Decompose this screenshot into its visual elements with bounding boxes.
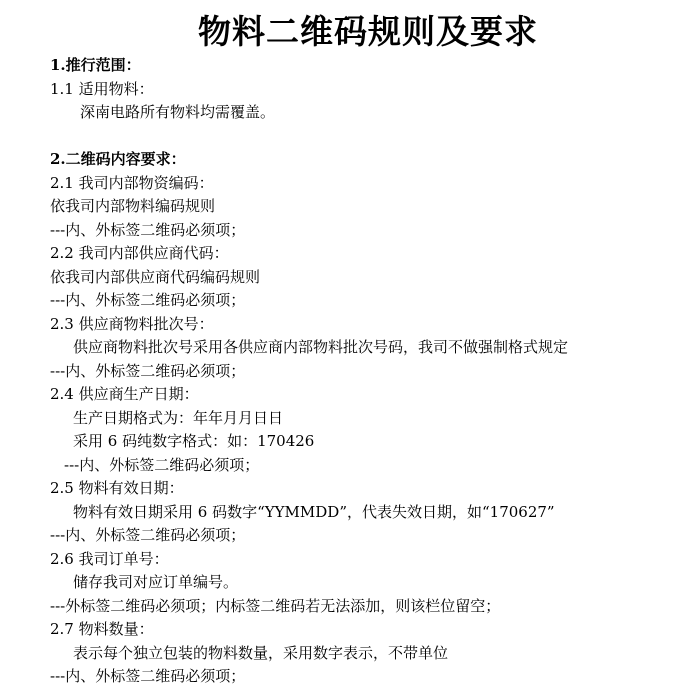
text-line-supplier-code-rule: 依我司内部供应商代码编码规则	[50, 267, 261, 286]
text-line-expiry-format: 物料有效日期采用 6 码数字“YYMMDD”，代表失效日期，如“170627”	[73, 502, 555, 521]
requirement-note: ---内、外标签二维码必须项；	[50, 667, 246, 685]
requirement-note: ---外标签二维码必须项；内标签二维码若无法添加，则该栏位留空；	[50, 596, 501, 615]
document-body	[50, 54, 690, 689]
subsection-heading-order-number: 2.6 我司订单号：	[50, 549, 169, 568]
text-line-batch-number-rule: 供应商物料批次号采用各供应商内部物料批次号码，我司不做强制格式规定	[73, 338, 569, 356]
text-line-date-format: 生产日期格式为：年年月月日日	[73, 408, 284, 427]
subsection-heading-supplier-code: 2.2 我司内部供应商代码：	[50, 244, 229, 262]
requirement-note: ---内、外标签二维码必须项；	[50, 526, 246, 544]
text-line-coverage: 深南电路所有物料均需覆盖。	[80, 103, 276, 121]
requirement-note: ---内、外标签二维码必须项；	[64, 455, 260, 474]
text-line-order-number-rule: 储存我司对应订单编号。	[73, 573, 239, 591]
section-heading-scope: 1.推行范围：	[50, 56, 141, 74]
requirement-note: ---内、外标签二维码必须项；	[50, 220, 246, 239]
section-heading-qr-content: 2.二维码内容要求：	[50, 150, 186, 168]
requirement-note: ---内、外标签二维码必须项；	[50, 291, 246, 309]
text-line-date-example: 采用 6 码纯数字格式：如：170426	[73, 432, 315, 450]
text-line-quantity-rule: 表示每个独立包装的物料数量，采用数字表示，不带单位	[73, 643, 449, 662]
subsection-heading-production-date: 2.4 供应商生产日期：	[50, 385, 199, 403]
text-line-material-code-rule: 依我司内部物料编码规则	[50, 197, 216, 215]
document-title: 物料二维码规则及要求	[198, 12, 538, 51]
subsection-heading-batch-number: 2.3 供应商物料批次号：	[50, 314, 214, 333]
subsection-heading-material-code: 2.1 我司内部物资编码：	[50, 173, 214, 192]
subsection-heading-expiry-date: 2.5 物料有效日期：	[50, 479, 184, 497]
subsection-heading-quantity: 2.7 物料数量：	[50, 620, 154, 638]
requirement-note: ---内、外标签二维码必须项；	[50, 361, 246, 380]
blank-line	[50, 125, 690, 149]
subsection-heading-applicable-materials: 1.1 适用物料：	[50, 79, 154, 98]
